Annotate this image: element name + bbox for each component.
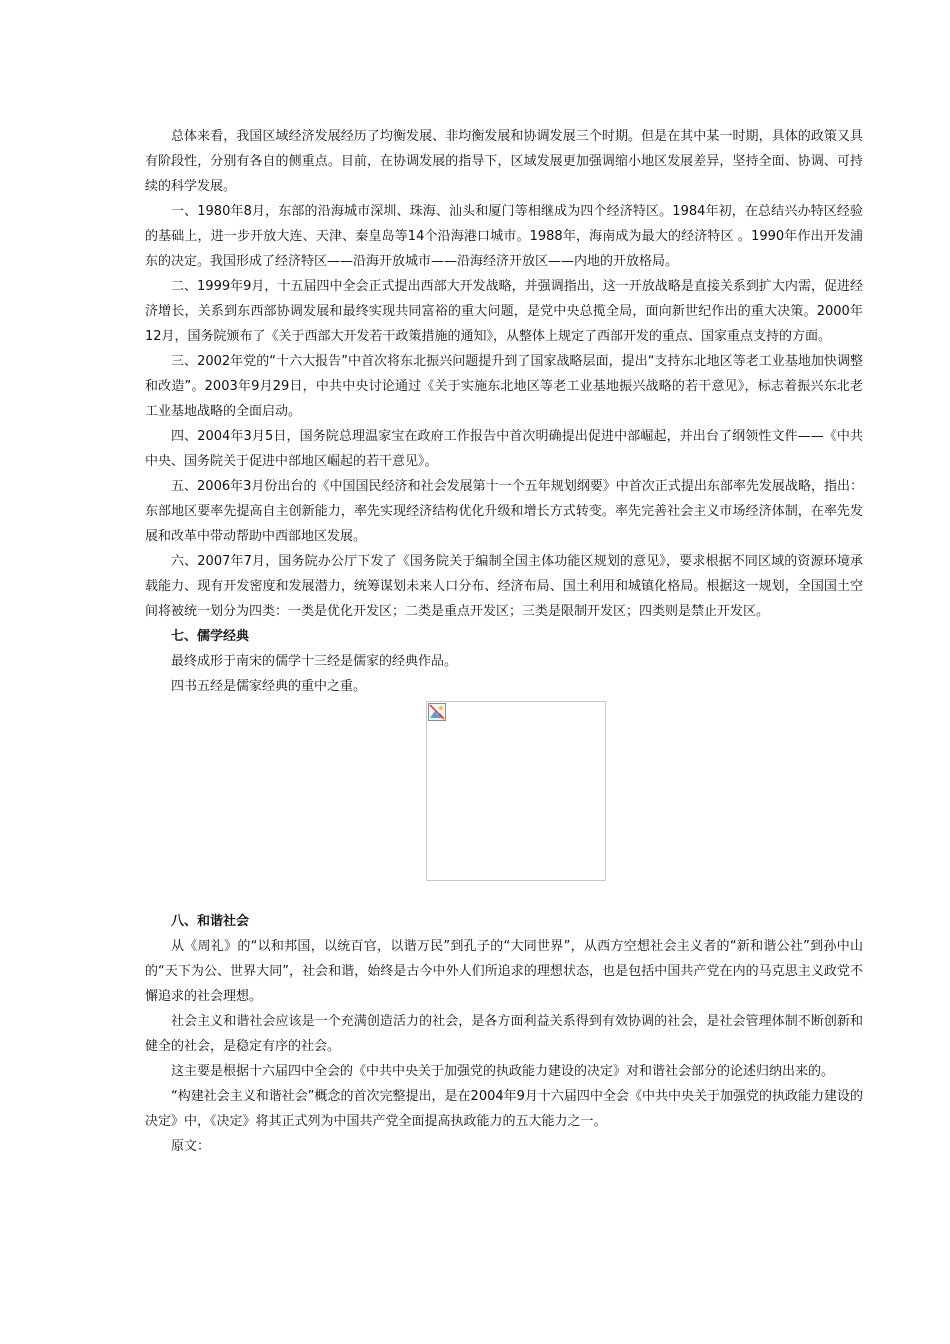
section-heading-confucian-classics: 七、儒学经典: [171, 629, 250, 644]
paragraph-point-2: 二、1999年9月，十五届四中全会正式提出西部大开发战略，并强调指出，这一开放战略是直接关系到扩大内需，促进经济增长，关系到东西部协调发展和最终实现共同富裕的重大问题，是党中央总揽全局，面向新世纪作出的重大决策。2000年12月，国务院颁布了《关于西部大开发若干政策措施的通知》，从整体上规定了西部开发的重点、国家重点支持的方面。: [145, 279, 863, 344]
paragraph-harmony-2: 社会主义和谐社会应该是一个充满创造活力的社会，是各方面利益关系得到有效协调的社会，是社会管理体制不断创新和健全的社会，是稳定有序的社会。: [145, 1014, 863, 1054]
paragraph-point-4: 四、2004年3月5日，国务院总理温家宝在政府工作报告中首次明确提出促进中部崛起，并出台了纲领性文件——《中共中央、国务院关于促进中部地区崛起的若干意见》。: [145, 429, 863, 469]
figure-container: [145, 699, 863, 909]
paragraph-point-5: 五、2006年3月份出台的《中国国民经济和社会发展第十一个五年规划纲要》中首次正式提出东部率先发展战略，指出：东部地区要率先提高自主创新能力，率先实现经济结构优化升级和增长方式转变。率先完善社会主义市场经济体制，在率先发展和改革中带动帮助中西部地区发展。: [145, 479, 863, 544]
paragraph-confucian-1: 最终成形于南宋的儒学十三经是儒家的经典作品。: [171, 654, 458, 669]
broken-image-icon: [428, 703, 446, 721]
paragraph-harmony-1: 从《周礼》的“以和邦国，以统百官，以谐万民”到孔子的“大同世界”，从西方空想社会主义者的“新和谐公社”到孙中山的“天下为公、世界大同”，社会和谐，始终是古今中外人们所追求的理想状态，也是包括中国共产党在内的马克思主义政党不懈追求的社会理想。: [145, 939, 863, 1004]
paragraph-harmony-5: 原文：: [171, 1139, 211, 1154]
paragraph-point-6: 六、2007年7月，国务院办公厅下发了《国务院关于编制全国主体功能区规划的意见》，要求根据不同区域的资源环境承载能力、现有开发密度和发展潜力，统筹谋划未来人口分布、经济布局、国土利用和城镇化格局。根据这一规划，全国国土空间将被统一划分为四类：一类是优化开发区；二类是重点开发区；三类是限制开发区；四类则是禁止开发区。: [145, 554, 863, 619]
paragraph-harmony-3: 这主要是根据十六届四中全会的《中共中央关于加强党的执政能力建设的决定》对和谐社会部分的论述归纳出来的。: [171, 1064, 835, 1079]
paragraph-point-3: 三、2002年党的“十六大报告”中首次将东北振兴问题提升到了国家战略层面，提出“支持东北地区等老工业基地加快调整和改造”。2003年9月29日，中共中央讨论通过《关于实施东北地区等老工业基地振兴战略的若干意见》，标志着振兴东北老工业基地战略的全面启动。: [145, 354, 863, 419]
paragraph-harmony-4: “构建社会主义和谐社会”概念的首次完整提出，是在2004年9月十六届四中全会《中共中央关于加强党的执政能力建设的决定》中，《决定》将其正式列为中国共产党全面提高执政能力的五大能力之一。: [145, 1089, 863, 1129]
paragraph-confucian-2: 四书五经是儒家经典的重中之重。: [171, 679, 367, 694]
paragraph-point-1: 一、1980年8月，东部的沿海城市深圳、珠海、汕头和厦门等相继成为四个经济特区。1984年初，在总结兴办特区经验的基础上，进一步开放大连、天津、秦皇岛等14个沿海港口城市。1988年，海南成为最大的经济特区 。1990年作出开发浦东的决定。我国形成了经济特区——沿海开放城市——沿海经济开放区——内地的开放格局。: [145, 204, 863, 269]
image-placeholder: [426, 701, 606, 881]
document-page: [145, 124, 863, 1159]
paragraph-intro: 总体来看，我国区域经济发展经历了均衡发展、非均衡发展和协调发展三个时期。但是在其中某一时期，具体的政策又具有阶段性，分别有各自的侧重点。目前，在协调发展的指导下，区域发展更加强调缩小地区发展差异，坚持全面、协调、可持续的科学发展。: [145, 129, 863, 194]
section-heading-harmonious-society: 八、和谐社会: [171, 914, 250, 929]
